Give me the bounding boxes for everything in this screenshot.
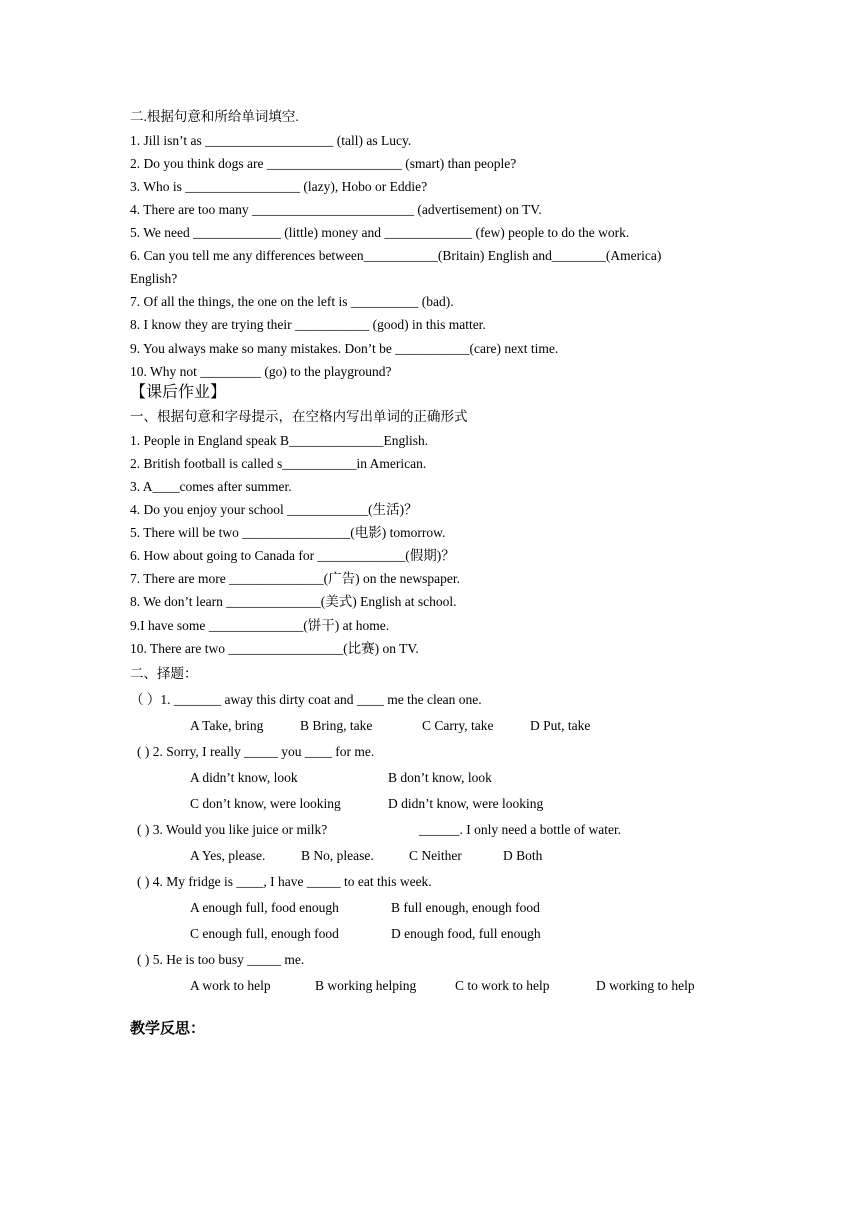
reflection-title: 教学反思： [130,1021,206,1037]
choice-q3-a: A Yes, please. [190,848,266,863]
choice-q1-b: B Bring, take [300,718,373,733]
choice-q2-c: C don’t know, were looking [190,796,341,811]
hw2-title: 二、择题： [130,666,198,681]
part2-title: 二.根据句意和所给单词填空. [130,109,299,124]
choice-q5-d: D working to help [596,978,695,993]
choice-q4-b: B full enough, enough food [391,900,540,915]
hw1-title: 一、根据句意和字母提示，在空格内写出单词的正确形式 [130,409,468,424]
choice-q2-b: B don’t know, look [388,770,492,785]
hw1-item-1: 1. People in England speak B______________English. [130,433,429,448]
part2-item-2: 2. Do you think dogs are ____________________ (smart) than people? [130,156,517,171]
hw1-item-3: 3. A____comes after summer. [130,479,292,494]
hw1-item-10: 10. There are two _________________(比赛) on TV. [130,641,419,656]
part2-item-5: 5. We need _____________ (little) money and _____________ (few) people to do the work. [130,225,630,240]
choice-q4: ( ) 4. My fridge is ____, I have _____ to eat this week. [137,874,432,889]
choice-q2-a: A didn’t know, look [190,770,298,785]
choice-q3-b: B No, please. [301,848,374,863]
part2-item-1: 1. Jill isn’t as ___________________ (tall) as Lucy. [130,133,412,148]
choice-q3-c: C Neither [409,848,462,863]
choice-q3-d: D Both [503,848,543,863]
part2-item-9: 9. You always make so many mistakes. Don’t be ___________(care) next time. [130,341,559,356]
part2-item-6: 6. Can you tell me any differences between___________(Britain) English and________(America) [130,248,662,263]
choice-q1-a: A Take, bring [190,718,264,733]
part2-item-10: 10. Why not _________ (go) to the playground? [130,364,392,379]
hw1-item-8: 8. We don’t learn ______________(美式) English at school. [130,594,457,609]
choice-q4-a: A enough full, food enough [190,900,339,915]
part2-item-7: 7. Of all the things, the one on the left is __________ (bad). [130,294,454,309]
choice-q5-b: B working helping [315,978,417,993]
choice-q4-d: D enough food, full enough [391,926,541,941]
part2-item-4: 4. There are too many ________________________ (advertisement) on TV. [130,202,542,217]
choice-q1-d: D Put, take [530,718,591,733]
part2-item-6-cont: English? [130,271,178,286]
choice-q3: ( ) 3. Would you like juice or milk? [137,822,328,837]
hw1-item-9: 9.I have some ______________(饼干) at home. [130,618,390,633]
choice-q3-blank: ______. I only need a bottle of water. [419,822,622,837]
choice-q2: ( ) 2. Sorry, I really _____ you ____ for me. [137,744,375,759]
part2-item-8: 8. I know they are trying their ___________ (good) in this matter. [130,317,486,332]
choice-q5: ( ) 5. He is too busy _____ me. [137,952,305,967]
hw1-item-7: 7. There are more ______________(广告) on the newspaper. [130,571,461,586]
choice-q1: （ ）1. _______ away this dirty coat and ____ me the clean one. [130,692,482,707]
homework-title: 【课后作业】 [130,384,227,401]
hw1-item-6: 6. How about going to Canada for _____________(假期)？ [130,548,455,563]
part2-item-3: 3. Who is _________________ (lazy), Hobo or Eddie? [130,179,428,194]
hw1-item-4: 4. Do you enjoy your school ____________(生活)？ [130,502,418,517]
choice-q5-a: A work to help [190,978,271,993]
choice-q5-c: C to work to help [455,978,550,993]
choice-q1-c: C Carry, take [422,718,494,733]
hw1-item-2: 2. British football is called s___________in American. [130,456,427,471]
choice-q4-c: C enough full, enough food [190,926,339,941]
choice-q2-d: D didn’t know, were looking [388,796,544,811]
hw1-item-5: 5. There will be two ________________(电影) tomorrow. [130,525,446,540]
